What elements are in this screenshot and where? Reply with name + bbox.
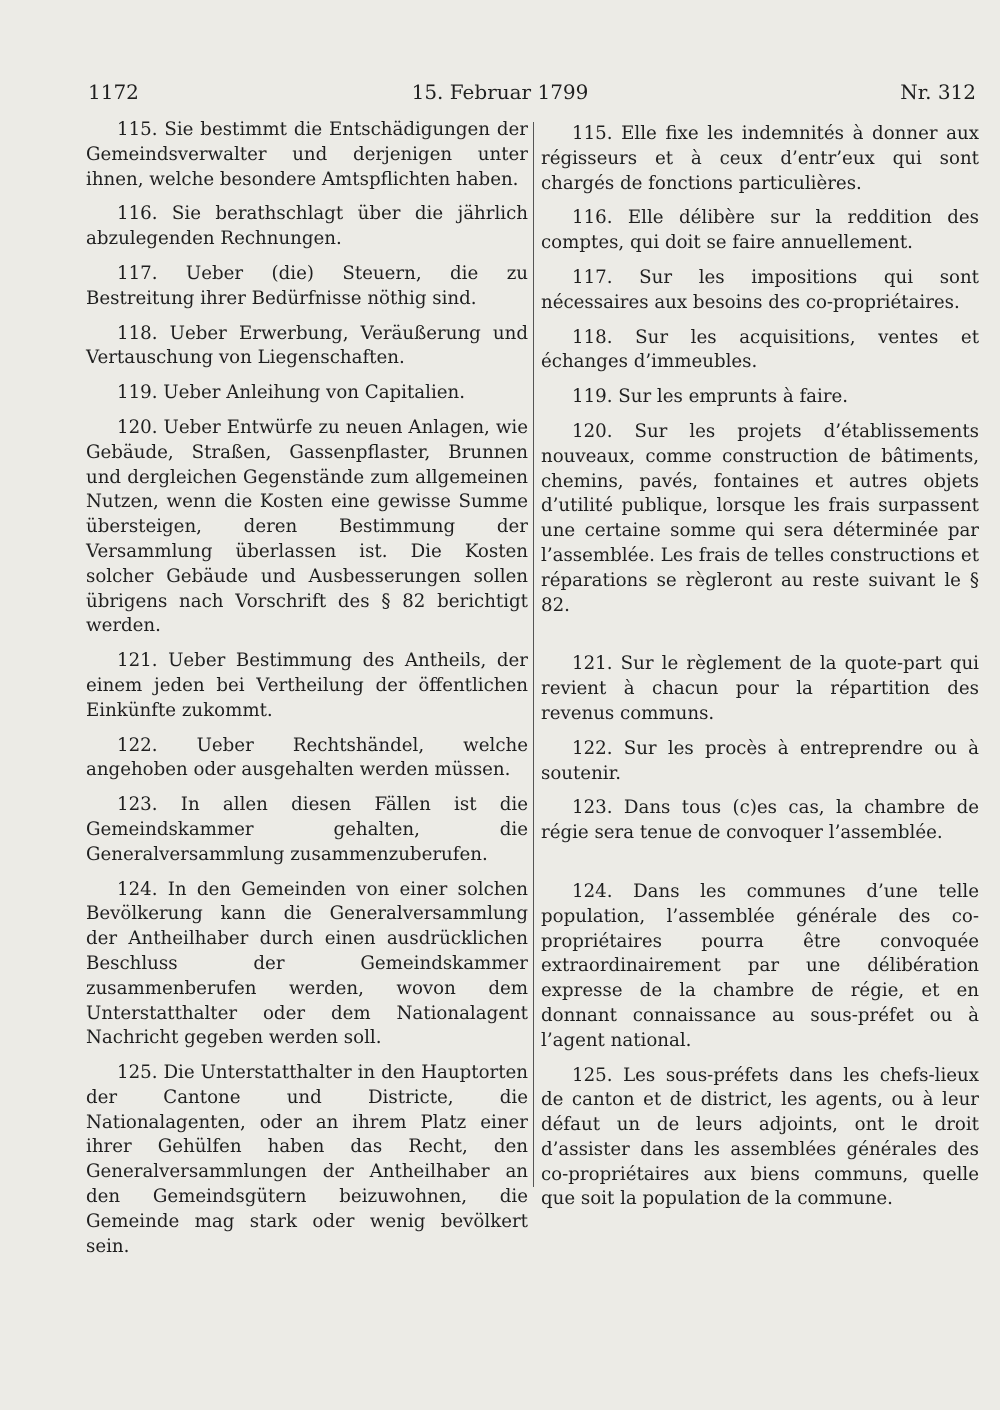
- header-date: 15. Februar 1799: [411, 80, 589, 104]
- de-paragraph-116: 116. Sie berathschlagt über die jährlich abzulegenden Rechnungen.: [86, 203, 528, 250]
- de-paragraph-125: 125. Die Unterstatthalter in den Hauptorten der Cantone und Districte, die Nationalagenten, oder an ihrem Platz einer ihrer Gehülfen haben das Recht, den Generalversammlungen der Antheilhaber an den Gemeindsgütern beizuwohnen, die Gemeinde mag stark oder wenig bevölkert sein.: [86, 1062, 528, 1257]
- fr-paragraph-123: 123. Dans tous (c)es cas, la chambre de régie sera tenue de convoquer l’assemblée.: [541, 797, 979, 844]
- fr-paragraph-119: 119. Sur les emprunts à faire.: [572, 386, 849, 408]
- fr-paragraph-120: 120. Sur les projets d’établissements nouveaux, comme construction de bâtiments, chemins, pavés, fontaines et autres objets d’utilité publique, lorsque les frais surpassent une certaine somme qui sera déterminée par l’assemblée. Les frais de telles constructions et réparations se règleront au reste suivant le § 82.: [541, 420, 979, 616]
- de-paragraph-115: 115. Sie bestimmt die Entschädigungen der Gemeindsverwalter und derjenigen unter ihnen, welche besondere Amtspflichten haben.: [86, 119, 528, 190]
- fr-paragraph-122: 122. Sur les procès à entreprendre ou à soutenir.: [541, 737, 979, 784]
- de-paragraph-118: 118. Ueber Erwerbung, Veräußerung und Vertauschung von Liegenschaften.: [86, 322, 528, 369]
- de-paragraph-123: 123. In allen diesen Fällen ist die Gemeindskammer gehalten, die Generalversammlung zusammenzuberufen.: [86, 794, 528, 865]
- fr-paragraph-124: 124. Dans les communes d’une telle population, l’assemblée générale des co-propriétaires pourra être convoquée extraordinairement par une délibération expresse de la chambre de régie, et en donnant connaissance au sous-préfet ou à l’agent national.: [541, 880, 979, 1051]
- document-number: Nr. 312: [900, 80, 976, 104]
- column-divider: [533, 122, 534, 1187]
- de-paragraph-119: 119. Ueber Anleihung von Capitalien.: [117, 382, 466, 404]
- fr-paragraph-117: 117. Sur les impositions qui sont nécessaires aux besoins des co-propriétaires.: [541, 266, 979, 313]
- de-paragraph-121: 121. Ueber Bestimmung des Antheils, der einem jeden bei Vertheilung der öffentlichen Einkünfte zukommt.: [86, 650, 528, 721]
- de-paragraph-120: 120. Ueber Entwürfe zu neuen Anlagen, wie Gebäude, Straßen, Gassenpflaster, Brunnen und dergleichen Gegenstände zum allgemeinen Nutzen, wenn die Kosten eine gewisse Summe übersteigen, deren Bestimmung der Versammlung überlassen ist. Die Kosten solcher Gebäude und Ausbesserungen sollen übrigens nach Vorschrift des § 82 berichtigt werden.: [86, 416, 528, 637]
- german-column: [86, 118, 528, 1259]
- french-column: [541, 118, 979, 1212]
- fr-paragraph-118: 118. Sur les acquisitions, ventes et échanges d’immeubles.: [541, 326, 979, 373]
- fr-paragraph-121: 121. Sur le règlement de la quote-part qui revient à chacun pour la répartition des revenus communs.: [541, 653, 979, 724]
- de-paragraph-124: 124. In den Gemeinden von einer solchen Bevölkerung kann die Generalversammlung der Antheilhaber durch einen ausdrücklichen Beschluss der Gemeindskammer zusammenberufen werden, wovon dem Unterstatthalter oder dem Nationalagent Nachricht gegeben werden soll.: [86, 878, 528, 1049]
- de-paragraph-117: 117. Ueber (die) Steuern, die zu Bestreitung ihrer Bedürfnisse nöthig sind.: [86, 262, 528, 309]
- de-paragraph-122: 122. Ueber Rechtshändel, welche angehoben oder ausgehalten werden müssen.: [86, 734, 528, 781]
- page-number: 1172: [88, 80, 139, 104]
- fr-paragraph-115: 115. Elle fixe les indemnités à donner aux régisseurs et à ceux d’entr’eux qui sont chargés de fonctions particulières.: [541, 123, 979, 194]
- fr-paragraph-125: 125. Les sous-préfets dans les chefs-lieux de canton et de district, les agents, ou à leur défaut un de leurs adjoints, ont le droit d’assister dans les assemblées générales des co-propriétaires aux biens communs, quelle que soit la population de la commune.: [541, 1064, 979, 1210]
- fr-paragraph-116: 116. Elle délibère sur la reddition des comptes, qui doit se faire annuellement.: [541, 207, 979, 254]
